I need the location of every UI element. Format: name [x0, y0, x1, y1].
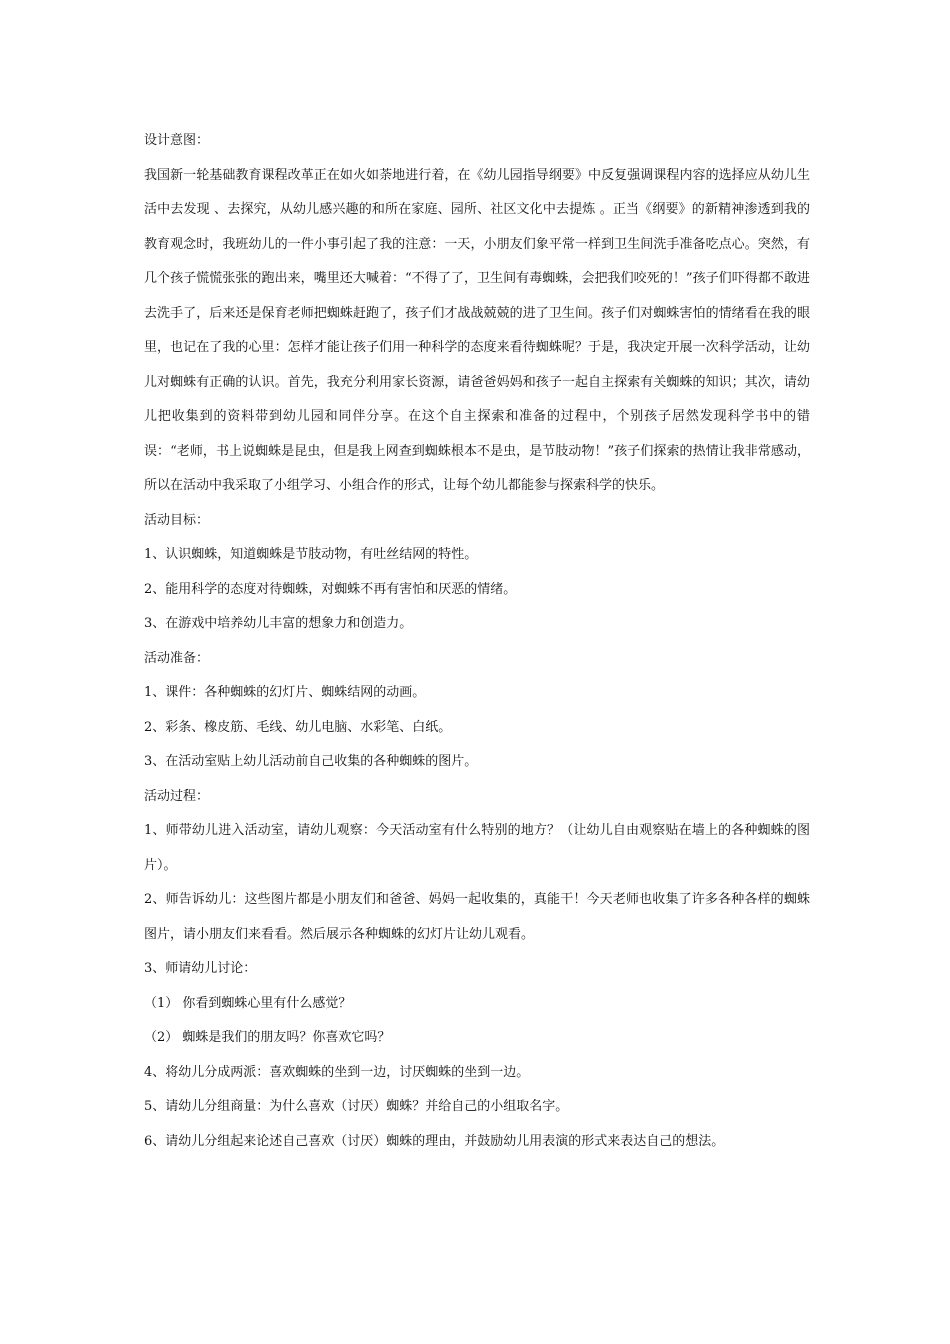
design-heading: 设计意图：: [144, 133, 210, 148]
design-text: 我国新一轮基础教育课程改革正在如火如荼地进行着，在《幼儿园指导纲要》中反复强调课程内容的选择应从幼儿生活中去发现 、去探究，从幼儿感兴趣的和所在家庭、园所、社区文化中去提炼 。正当《纲要》的新精神渗透到我的教育观念时，我班幼儿的一件小事引起了我的注意：一天，小朋友们象平常一样到卫生间洗手准备吃点心。突然，有几个孩子慌慌张张的跑出来，嘴里还大喊着：“不得了了，卫生间有毒蜘蛛，会把我们咬死的！”孩子们吓得都不敢进去洗手了，后来还是保育老师把蜘蛛赶跑了，孩子们才战战兢兢的进了卫生间。孩子们对蜘蛛害怕的情绪看在我的眼里，也记在了我的心里：怎样才能让孩子们用一种科学的态度来看待蜘蛛呢？于是，我决定开展一次科学活动，让幼儿对蜘蛛有正确的认识。首先，我充分利用家长资源，请爸爸妈妈和孩子一起自主探索有关蜘蛛的知识；其次，请幼儿把收集到的资料带到幼儿园和同伴分享。在这个自主探索和准备的过程中，个别孩子居然发现科学书中的错误：“老师，书上说蜘蛛是昆虫，但是我上网查到蜘蛛根本不是虫，是节肢动物！”孩子们探索的热情让我非常感动，所以在活动中我采取了小组学习、小组合作的形式，让每个幼儿都能参与探索科学的快乐。: [144, 167, 810, 493]
goal-item: 3、在游戏中培养幼儿丰富的想象力和创造力。: [144, 616, 413, 631]
process-step: 5、请幼儿分组商量：为什么喜欢（讨厌）蜘蛛？并给自己的小组取名字。: [144, 1099, 569, 1114]
process-step: 3、师请幼儿讨论：: [144, 961, 257, 976]
goal-item: 1、认识蜘蛛，知道蜘蛛是节肢动物，有吐丝结网的特性。: [144, 547, 478, 562]
prep-item: 3、在活动室贴上幼儿活动前自己收集的各种蜘蛛的图片。: [144, 754, 478, 769]
process-step: 2、师告诉幼儿：这些图片都是小朋友们和爸爸、妈妈一起收集的，真能干！今天老师也收集了许多各种各样的蜘蛛图片，请小朋友们来看看。然后展示各种蜘蛛的幻灯片让幼儿观看。: [144, 892, 810, 942]
process-step: 6、请幼儿分组起来论述自己喜欢（讨厌）蜘蛛的理由，并鼓励幼儿用表演的形式来表达自己的想法。: [144, 1133, 725, 1149]
goal-item: 2、能用科学的态度对待蜘蛛，对蜘蛛不再有害怕和厌恶的情绪。: [144, 581, 517, 597]
document-page: [144, 124, 810, 1159]
process-step: 1、师带幼儿进入活动室，请幼儿观察：今天活动室有什么特别的地方？（让幼儿自由观察贴在墙上的各种蜘蛛的图片）。: [144, 823, 810, 873]
prep-heading: 活动准备：: [144, 650, 210, 666]
process-subitem: （1） 你看到蜘蛛心里有什么感觉？: [144, 995, 352, 1011]
process-subitem: （2） 蜘蛛是我们的朋友吗？你喜欢它吗？: [144, 1030, 391, 1045]
process-heading: 活动过程：: [144, 788, 210, 804]
prep-item: 2、彩条、橡皮筋、毛线、幼儿电脑、水彩笔、白纸。: [144, 719, 452, 735]
process-step: 4、将幼儿分成两派：喜欢蜘蛛的坐到一边，讨厌蜘蛛的坐到一边。: [144, 1064, 530, 1080]
goals-heading: 活动目标：: [144, 512, 210, 528]
prep-item: 1、课件：各种蜘蛛的幻灯片、蜘蛛结网的动画。: [144, 685, 426, 700]
